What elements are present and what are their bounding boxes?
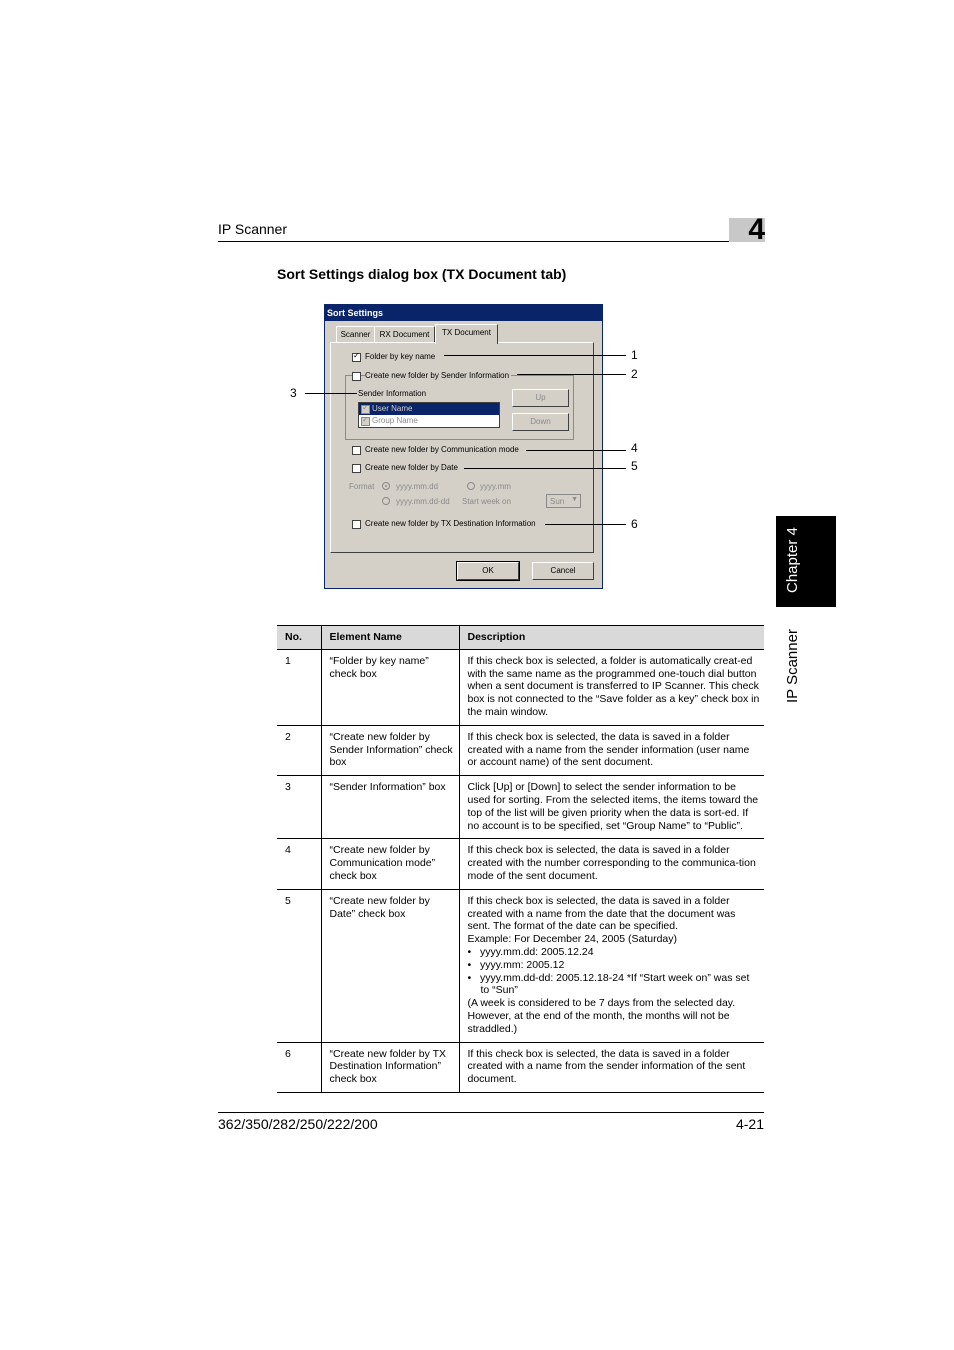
callout-line-5 [464, 468, 626, 469]
row-element-name: “Create new folder by Date” check box [321, 889, 459, 1042]
row-description: If this check box is selected, the data is saved in a folder created with the number corresponding to the communica-tion mode of the sent document. [459, 839, 764, 889]
row-element-name: “Create new folder by Communication mode” check box [321, 839, 459, 889]
example-text: Example: For December 24, 2005 (Saturday) [467, 933, 678, 946]
callout-5: 5 [631, 459, 638, 473]
create-by-date-checkbox[interactable] [352, 464, 361, 473]
row-description: Click [Up] or [Down] to select the sender information to be used for sorting. From the selected items, the items toward the top of the list will be given priority when the data is sort-ed. If no account is to be specified, set “Group Name” to “Public”. [459, 776, 764, 839]
row-number: 3 [277, 776, 321, 839]
cancel-button[interactable]: Cancel [532, 562, 594, 580]
start-week-value: Sun [550, 497, 565, 506]
ok-button[interactable]: OK [457, 562, 519, 580]
row-description: If this check box is selected, the data is saved in a folder created with a name from the sender information of the sent document. [459, 1042, 764, 1092]
format-radio-yyyy-mm[interactable] [467, 482, 475, 490]
example-bullet: • yyyy.mm: 2005.12 [467, 958, 565, 971]
format-radio-yyyy-mm-dd-dd[interactable] [382, 497, 390, 505]
format-label: Format [349, 482, 375, 491]
start-week-label: Start week on [462, 497, 511, 506]
row-number: 1 [277, 649, 321, 725]
table-row [277, 1042, 764, 1092]
callout-3: 3 [290, 386, 297, 400]
row-description-text: If this check box is selected, the data is saved in a folder created with a name from the date that the document was sent. The format of the date can be specified. [467, 894, 736, 933]
row-element-name: “Folder by key name” check box [321, 649, 459, 725]
header-rule [218, 241, 764, 242]
format-option-yyyy-mm: yyyy.mm [480, 482, 511, 491]
header-no: No. [277, 626, 321, 650]
table-row [277, 776, 764, 839]
row-element-name: “Create new folder by TX Destination Information” check box [321, 1042, 459, 1092]
create-by-sender-label: Create new folder by Sender Information [365, 371, 510, 380]
header-description: Description [459, 626, 764, 650]
callout-4: 4 [631, 441, 638, 455]
row-number: 6 [277, 1042, 321, 1092]
example-bullet: • yyyy.mm.dd: 2005.12.24 [467, 945, 594, 958]
section-title: Sort Settings dialog box (TX Document tab) [277, 266, 567, 282]
up-button[interactable]: Up [512, 389, 569, 407]
footer-page-number: 4-21 [735, 1116, 764, 1132]
tab-tx-document[interactable]: TX Document [435, 324, 498, 344]
side-tab-chapter-label: Chapter 4 [784, 527, 801, 593]
side-tab-section-label: IP Scanner [784, 629, 801, 703]
format-option-yyyy-mm-dd: yyyy.mm.dd [396, 482, 439, 491]
callout-line-2 [517, 374, 626, 375]
element-description-table [277, 625, 764, 1093]
callout-line-4 [526, 450, 626, 451]
table-row [277, 649, 764, 725]
table-row [277, 725, 764, 775]
row-number: 5 [277, 889, 321, 1042]
tab-scanner[interactable]: Scanner [336, 326, 375, 343]
chevron-down-icon: ▼ [571, 496, 578, 503]
callout-line-1 [444, 355, 626, 356]
user-name-label: User Name [372, 404, 413, 413]
example-bullet: • yyyy.mm.dd-dd: 2005.12.18-24 *If “Start week on” was set to “Sun” [467, 971, 750, 997]
create-by-comm-mode-label: Create new folder by Communication mode [365, 445, 519, 454]
create-by-comm-mode-checkbox[interactable] [352, 446, 361, 455]
list-item-user-name[interactable] [359, 403, 499, 415]
user-name-checkbox[interactable] [361, 405, 370, 414]
row-element-name: “Create new folder by Sender Information” check box [321, 725, 459, 775]
tab-rx-document[interactable]: RX Document [374, 326, 435, 343]
footer-rule [218, 1112, 764, 1113]
sender-info-label: Sender Information [358, 389, 427, 398]
format-radio-yyyy-mm-dd[interactable] [382, 482, 390, 490]
table-row [277, 839, 764, 889]
table-row [277, 889, 764, 1042]
create-by-tx-dest-label: Create new folder by TX Destination Information [365, 519, 536, 528]
note-text: (A week is considered to be 7 days from the selected day. However, at the end of the month, the months will not be straddled.) [467, 997, 736, 1035]
callout-1: 1 [631, 348, 638, 362]
footer-model-numbers: 362/350/282/250/222/200 [218, 1116, 378, 1132]
row-description: If this check box is selected, a folder is automatically creat-ed with the same name as the programmed one-touch dial button when a sent document is transferred to IP Scanner. This check box is not connected to the “Save folder as a key” check box in the main window. [459, 649, 764, 725]
running-header-title: IP Scanner [218, 221, 288, 237]
row-description: If this check box is selected, the data is saved in a folder created with a name from the sender information (user name or account name) of the sent document. [459, 725, 764, 775]
group-name-checkbox[interactable] [361, 417, 370, 426]
chapter-number: 4 [748, 213, 765, 246]
down-button[interactable]: Down [512, 413, 569, 431]
create-by-tx-dest-checkbox[interactable] [352, 520, 361, 529]
callout-line-3 [305, 393, 357, 394]
format-option-yyyy-mm-dd-dd: yyyy.mm.dd-dd [396, 497, 450, 506]
group-name-label: Group Name [372, 416, 418, 425]
sort-settings-dialog [324, 304, 603, 589]
create-by-sender-checkbox[interactable] [352, 372, 361, 381]
table-header-row [277, 626, 764, 650]
header-element-name: Element Name [321, 626, 459, 650]
row-element-name: “Sender Information” box [321, 776, 459, 839]
sender-info-list[interactable] [358, 402, 500, 428]
dialog-title-bar: Sort Settings [325, 305, 602, 321]
row-number: 2 [277, 725, 321, 775]
create-by-date-label: Create new folder by Date [365, 463, 458, 472]
list-item-group-name[interactable] [359, 415, 499, 427]
row-number: 4 [277, 839, 321, 889]
row-description [459, 889, 764, 1042]
start-week-select[interactable] [546, 494, 581, 508]
folder-by-key-name-checkbox[interactable] [352, 353, 361, 362]
callout-6: 6 [631, 517, 638, 531]
callout-line-6 [545, 524, 626, 525]
callout-2: 2 [631, 367, 638, 381]
folder-by-key-name-label: Folder by key name [365, 352, 436, 361]
